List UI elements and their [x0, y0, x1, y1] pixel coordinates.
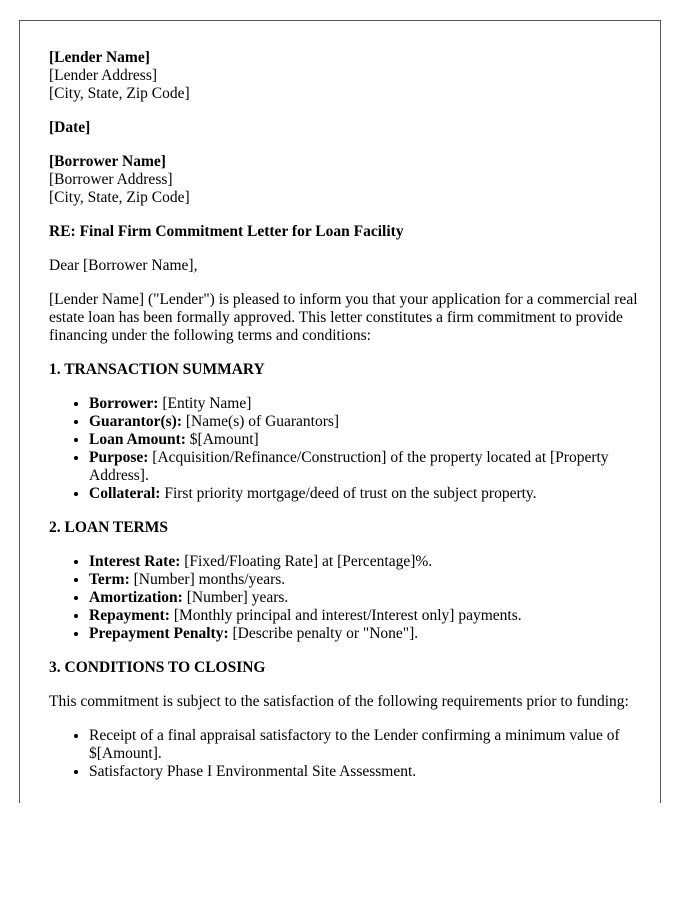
list-item — [89, 431, 639, 449]
lender-name: [Lender Name] — [49, 49, 150, 66]
salutation: Dear [Borrower Name], — [49, 257, 198, 274]
letter-page — [19, 20, 661, 803]
list-item — [89, 607, 639, 625]
list-item: • Receipt of a final appraisal satisfactory to the Lender confirming a minimum value of $[Amount]. — [89, 727, 639, 763]
item-label: Purpose: — [89, 449, 149, 466]
section-heading-loan-terms: 2. LOAN TERMS — [49, 519, 168, 536]
list-item — [89, 553, 639, 571]
item-text: $[Amount] — [185, 431, 259, 448]
letter-date: [Date] — [49, 119, 91, 136]
item-text: [Monthly principal and interest/Interest only] payments. — [169, 607, 522, 624]
subject-line: RE: Final Firm Commitment Letter for Loan Facility — [49, 223, 404, 240]
loan-terms-list — [49, 553, 639, 643]
item-text: [Entity Name] — [158, 395, 252, 412]
item-text: [Describe penalty or "None"]. — [228, 625, 419, 642]
borrower-block — [49, 153, 639, 207]
item-label: Amortization: — [89, 589, 183, 606]
list-item — [89, 449, 639, 485]
borrower-name: [Borrower Name] — [49, 153, 166, 170]
item-label: Collateral: — [89, 485, 161, 502]
transaction-summary-list — [49, 395, 639, 503]
list-item — [89, 589, 639, 607]
item-label: Loan Amount: — [89, 431, 186, 448]
item-label: Interest Rate: — [89, 553, 181, 570]
item-label: Guarantor(s): — [89, 413, 182, 430]
list-item — [89, 485, 639, 503]
section-heading-transaction-summary: 1. TRANSACTION SUMMARY — [49, 361, 265, 378]
item-label: Repayment: — [89, 607, 170, 624]
item-text: [Fixed/Floating Rate] at [Percentage]%. — [180, 553, 433, 570]
conditions-list — [49, 727, 639, 781]
lender-block — [49, 49, 639, 103]
letter-content — [49, 49, 639, 797]
item-label: Borrower: — [89, 395, 159, 412]
list-item: • Satisfactory Phase I Environmental Site Assessment. — [89, 763, 639, 781]
conditions-intro: This commitment is subject to the satisfaction of the following requirements prior to funding: — [49, 693, 629, 710]
list-item — [89, 413, 639, 431]
list-item — [89, 395, 639, 413]
item-text: [Number] months/years. — [129, 571, 286, 588]
item-text: [Number] years. — [182, 589, 289, 606]
item-label: Term: — [89, 571, 130, 588]
item-label: Prepayment Penalty: — [89, 625, 229, 642]
item-text: [Name(s) of Guarantors] — [182, 413, 340, 430]
item-text: [Acquisition/Refinance/Construction] of the property located at [Property Address]. — [89, 449, 609, 484]
borrower-city: [City, State, Zip Code] — [49, 189, 190, 206]
item-text: First priority mortgage/deed of trust on the subject property. — [160, 485, 537, 502]
intro-paragraph: [Lender Name] ("Lender") is pleased to inform you that your application for a commercial real estate loan has been formally approved. This letter constitutes a firm commitment to provide financing under the following terms and conditions: — [49, 291, 638, 344]
lender-address: [Lender Address] — [49, 67, 158, 84]
list-item — [89, 571, 639, 589]
lender-city: [City, State, Zip Code] — [49, 85, 190, 102]
list-item — [89, 625, 639, 643]
borrower-address: [Borrower Address] — [49, 171, 173, 188]
section-heading-conditions-to-closing: 3. CONDITIONS TO CLOSING — [49, 659, 266, 676]
